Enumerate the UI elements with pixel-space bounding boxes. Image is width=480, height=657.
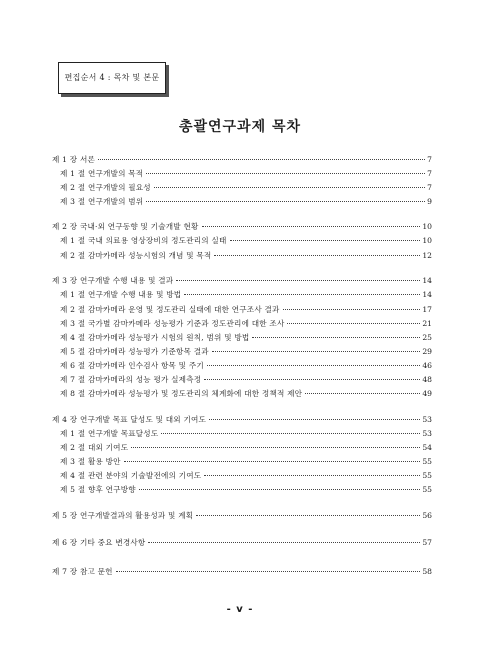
toc-dot-leader bbox=[204, 475, 420, 476]
toc-page-number: 54 bbox=[422, 443, 432, 452]
toc-entry-text: 제 2 절 대외 기여도 bbox=[60, 443, 129, 452]
toc-page-number: 57 bbox=[422, 538, 432, 547]
toc-chapter bbox=[52, 566, 432, 578]
toc-dot-leader bbox=[230, 240, 421, 241]
toc-section bbox=[60, 168, 432, 180]
toc-section bbox=[60, 456, 432, 468]
toc-section bbox=[60, 304, 432, 316]
toc-entry-text: 제 1 절 국내 의료용 영상장비의 정도관리의 실태 bbox=[60, 236, 227, 245]
toc-chapter bbox=[52, 537, 432, 549]
toc-chapter bbox=[52, 154, 432, 166]
toc-entry-text: 제 2 절 감마카메라 운영 및 정도관리 실태에 대한 연구조사 결과 bbox=[60, 305, 280, 314]
toc-dot-leader bbox=[176, 280, 420, 281]
toc-entry-text: 제 3 절 연구개발의 범위 bbox=[60, 197, 144, 206]
toc-dot-leader bbox=[116, 571, 421, 572]
toc-entry-text: 제 1 장 서론 bbox=[52, 155, 96, 164]
toc-dot-leader bbox=[98, 159, 425, 160]
toc-entry-text: 제 3 절 활용 방안 bbox=[60, 457, 121, 466]
toc-entry-text: 제 3 절 국가별 감마카메라 성능평가 기준과 정도관리에 대한 조사 bbox=[60, 319, 285, 328]
toc-page-number: 55 bbox=[422, 457, 432, 466]
toc-dot-leader bbox=[209, 419, 420, 420]
toc-entry-text: 제 1 절 연구개발 목표달성도 bbox=[60, 429, 159, 438]
section-label-box: 편집순서 4 : 목차 및 본문 bbox=[58, 62, 166, 94]
toc-page-number: 46 bbox=[422, 361, 432, 370]
toc-dot-leader bbox=[204, 379, 420, 380]
toc-entry-text: 제 3 장 연구개발 수행 내용 및 결과 bbox=[52, 276, 174, 285]
toc-page-number: 10 bbox=[422, 222, 432, 231]
toc-entry-text: 제 8 절 감마카메라 성능평가 및 정도관리의 체계화에 대한 정책적 제안 bbox=[60, 389, 303, 398]
toc-dot-leader bbox=[196, 515, 420, 516]
toc-entry-text: 제 5 장 연구개발결과의 활용성과 및 계획 bbox=[52, 511, 194, 520]
toc-dot-leader bbox=[146, 201, 425, 202]
toc-entry-text: 제 2 장 국내·외 연구동향 및 기술개발 현황 bbox=[52, 222, 199, 231]
toc-page-number: 56 bbox=[422, 511, 432, 520]
toc-dot-leader bbox=[161, 433, 420, 434]
toc-page-number: 10 bbox=[422, 236, 432, 245]
toc-section bbox=[60, 289, 432, 301]
toc-entry-text: 제 5 절 감마카메라 성능평가 기준항목 결과 bbox=[60, 347, 209, 356]
toc-page-number: 21 bbox=[422, 319, 432, 328]
toc-section bbox=[60, 374, 432, 386]
toc-dot-leader bbox=[124, 461, 421, 462]
toc-section bbox=[60, 360, 432, 372]
toc-entry-text: 제 2 절 감마카메라 성능시험의 개념 및 목적 bbox=[60, 251, 212, 260]
toc-page-number: 55 bbox=[422, 485, 432, 494]
toc-page-number: 7 bbox=[427, 169, 432, 178]
toc-section bbox=[60, 470, 432, 482]
toc-dot-leader bbox=[207, 365, 420, 366]
toc-dot-leader bbox=[146, 173, 425, 174]
toc-page-number: 55 bbox=[422, 471, 432, 480]
toc-page-number: 12 bbox=[422, 251, 432, 260]
toc-dot-leader bbox=[252, 337, 420, 338]
toc-page-number: 29 bbox=[422, 347, 432, 356]
toc-section bbox=[60, 182, 432, 194]
toc-page-number: 25 bbox=[422, 333, 432, 342]
page-number: - v - bbox=[226, 604, 254, 615]
page-title: 총괄연구과제 목차 bbox=[178, 119, 302, 135]
toc-entry-text: 제 6 절 감마카메라 인수검사 항목 및 주기 bbox=[60, 361, 204, 370]
toc-entry-text: 제 4 절 관련 분야의 기술발전에의 기여도 bbox=[60, 471, 202, 480]
toc-dot-leader bbox=[154, 187, 425, 188]
toc-section bbox=[60, 196, 432, 208]
toc-chapter bbox=[52, 275, 432, 287]
toc-entry-text: 제 4 절 감마카메라 성능평가 시험의 원칙, 범위 및 방법 bbox=[60, 333, 250, 342]
toc-entry-text: 제 7 장 참고 문헌 bbox=[52, 567, 113, 576]
toc-dot-leader bbox=[212, 351, 421, 352]
toc-section bbox=[60, 442, 432, 454]
toc-section bbox=[60, 346, 432, 358]
toc-chapter bbox=[52, 414, 432, 426]
toc-entry-text: 제 1 절 연구개발 수행 내용 및 방법 bbox=[60, 290, 182, 299]
toc-section bbox=[60, 250, 432, 262]
toc-dot-leader bbox=[214, 255, 420, 256]
toc-entry-text: 제 6 장 기타 중요 변경사항 bbox=[52, 538, 146, 547]
toc-entry-text: 제 4 장 연구개발 목표 달성도 및 대외 기여도 bbox=[52, 415, 207, 424]
toc-page-number: 48 bbox=[422, 375, 432, 384]
toc-chapter bbox=[52, 221, 432, 233]
toc-page-number: 53 bbox=[422, 429, 432, 438]
toc-page-number: 9 bbox=[427, 197, 432, 206]
toc-section bbox=[60, 388, 432, 400]
toc-page-number: 58 bbox=[422, 567, 432, 576]
toc-section bbox=[60, 428, 432, 440]
toc-dot-leader bbox=[305, 393, 420, 394]
toc-entry-text: 제 2 절 연구개발의 필요성 bbox=[60, 183, 151, 192]
toc-dot-leader bbox=[139, 489, 421, 490]
toc-section bbox=[60, 484, 432, 496]
toc-page-number: 49 bbox=[422, 389, 432, 398]
toc-section bbox=[60, 318, 432, 330]
toc-dot-leader bbox=[287, 323, 420, 324]
toc-entry-text: 제 1 절 연구개발의 목적 bbox=[60, 169, 144, 178]
toc-chapter bbox=[52, 510, 432, 522]
toc-page-number: 17 bbox=[422, 305, 432, 314]
toc-dot-leader bbox=[148, 542, 420, 543]
toc-entry-text: 제 7 절 감마카메라의 성능 평가 실제측정 bbox=[60, 375, 202, 384]
toc-dot-leader bbox=[283, 309, 421, 310]
toc-page-number: 14 bbox=[422, 290, 432, 299]
toc-dot-leader bbox=[131, 447, 420, 448]
toc-section bbox=[60, 332, 432, 344]
toc-dot-leader bbox=[184, 294, 420, 295]
toc-page-number: 7 bbox=[427, 155, 432, 164]
toc-dot-leader bbox=[202, 226, 421, 227]
toc-page-number: 53 bbox=[422, 415, 432, 424]
toc-section bbox=[60, 235, 432, 247]
toc-page-number: 14 bbox=[422, 276, 432, 285]
toc-entry-text: 제 5 절 향후 연구방향 bbox=[60, 485, 136, 494]
toc-page-number: 7 bbox=[427, 183, 432, 192]
